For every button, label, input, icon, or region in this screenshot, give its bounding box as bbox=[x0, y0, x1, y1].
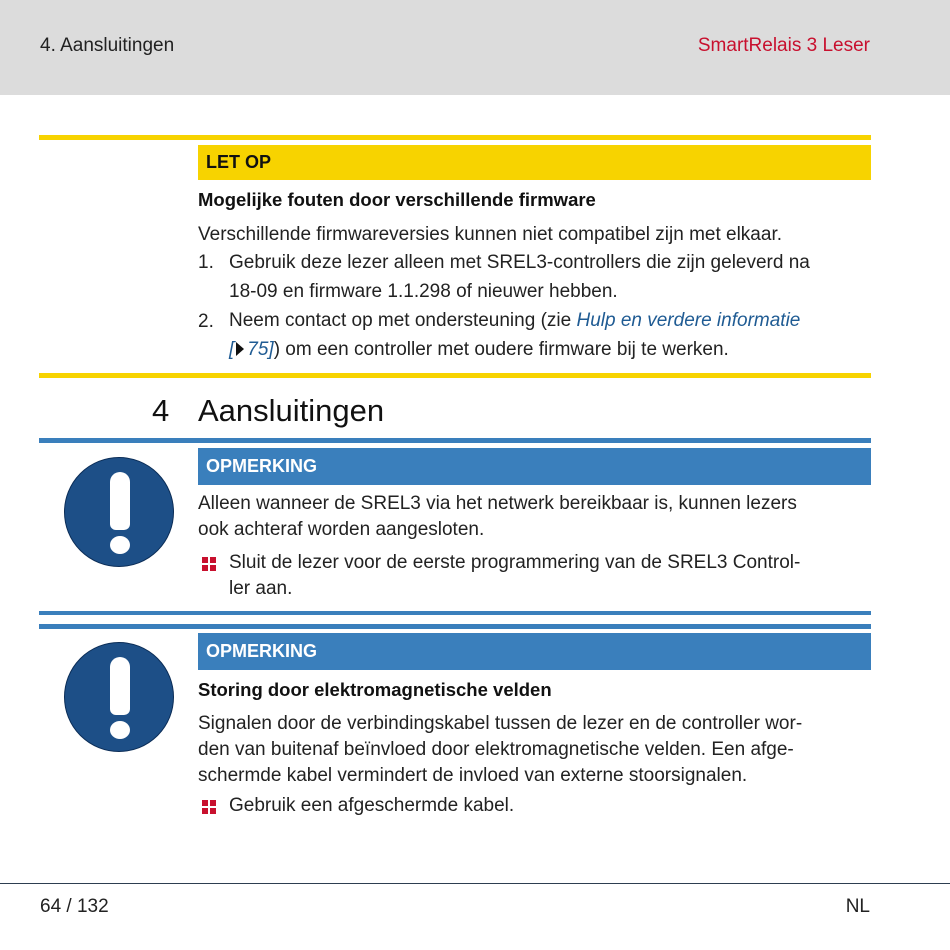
footer-rule bbox=[0, 883, 950, 884]
caution-top-rule bbox=[39, 135, 871, 140]
notice2-text bbox=[198, 711, 870, 789]
page-ref-bracket[interactable]: [ bbox=[229, 339, 235, 360]
caution-text: Verschillende firmwareversies kunnen niet compatibel zijn met elkaar. bbox=[198, 224, 782, 245]
caution-label: LET OP bbox=[198, 145, 871, 180]
notice1-bottom-rule bbox=[39, 611, 871, 615]
notice2-text-line1: Signalen door de verbindingskabel tussen de lezer en de controller wor- bbox=[198, 713, 803, 734]
notice2-text-line2: den van buitenaf beïnvloed door elektromagnetische velden. Een afge- bbox=[198, 739, 794, 760]
header-product-name: SmartRelais 3 Leser bbox=[697, 35, 870, 56]
notice2-title: Storing door elektromagnetische velden bbox=[198, 679, 552, 700]
caution-title: Mogelijke fouten door verschillende firmware bbox=[198, 189, 596, 210]
notice2-top-rule bbox=[39, 624, 871, 629]
caution-item-2-text-before: Neem contact op met ondersteuning (zie bbox=[229, 310, 577, 331]
caution-item-1-line2: 18-09 en firmware 1.1.298 of nieuwer hebben. bbox=[229, 281, 618, 302]
caution-bottom-rule bbox=[39, 373, 871, 378]
notice2-text-line3: schermde kabel vermindert de invloed van externe stoorsignalen. bbox=[198, 765, 748, 786]
chapter-title: Aansluitingen bbox=[198, 393, 385, 428]
notice1-text bbox=[198, 491, 870, 543]
notice2-label: OPMERKING bbox=[198, 633, 871, 670]
notice1-bullet-line2: ler aan. bbox=[229, 578, 293, 599]
caution-item-1 bbox=[229, 248, 871, 306]
page-header bbox=[0, 0, 950, 95]
help-info-link[interactable]: Hulp en verdere informatie bbox=[576, 310, 801, 331]
header-section-title: 4. Aansluitingen bbox=[40, 35, 175, 56]
notice1-label: OPMERKING bbox=[198, 448, 871, 485]
page-number: 64 / 132 bbox=[40, 896, 109, 917]
notice1-text-line1: Alleen wanneer de SREL3 via het netwerk bereikbaar is, kunnen lezers bbox=[198, 493, 797, 514]
notice1-bullet bbox=[229, 550, 871, 602]
chapter-number: 4 bbox=[152, 393, 170, 428]
caution-item-1-line1: Gebruik deze lezer alleen met SREL3-controllers die zijn geleverd na bbox=[229, 252, 810, 273]
language-code: NL bbox=[845, 896, 870, 917]
exclamation-icon bbox=[64, 457, 174, 567]
notice1-top-rule bbox=[39, 438, 871, 443]
caution-item-2-number: 2. bbox=[198, 311, 214, 332]
page-ref-link[interactable]: 75] bbox=[247, 339, 274, 360]
exclamation-icon bbox=[64, 642, 174, 752]
page-ref-arrow-icon bbox=[236, 342, 244, 356]
bullet-icon bbox=[202, 557, 216, 571]
caution-item-2-text-after: ) om een controller met oudere firmware bij te werken. bbox=[273, 339, 729, 360]
notice1-bullet-line1: Sluit de lezer voor de eerste programmering van de SREL3 Control- bbox=[229, 552, 801, 573]
caution-item-2 bbox=[229, 306, 871, 364]
caution-item-1-number: 1. bbox=[198, 252, 214, 273]
bullet-icon bbox=[202, 800, 216, 814]
notice2-bullet: Gebruik een afgeschermde kabel. bbox=[229, 795, 515, 816]
notice1-text-line2: ook achteraf worden aangesloten. bbox=[198, 519, 485, 540]
